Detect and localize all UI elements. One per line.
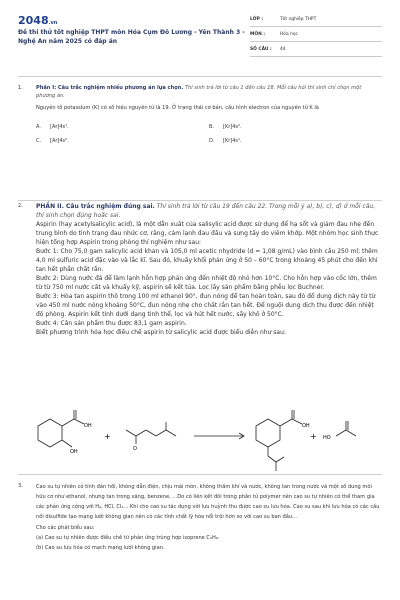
question-body bbox=[36, 202, 382, 337]
option-c[interactable] bbox=[36, 134, 209, 148]
option-letter: A. bbox=[36, 124, 41, 130]
divider bbox=[18, 474, 382, 475]
meta-value: 44 bbox=[280, 46, 286, 52]
logo-text: 2048 bbox=[18, 14, 49, 27]
question-stem: Cao su tự nhiên có tính đàn hồi, không dẫn điện, chịu mài mòn, không thấm khí và nước, không tan trong nước và một số dung môi hữu cơ như ethanol, nhưng tan trong xăng, benzene, ...Do có liên kết đôi trong phân tử polymer nên cao su tự nhiên có thể tham gia các phản ứng cộng với H₂, HCl, Cl₂... Khi cho cao su tác dụng với lưu huỳnh thu được cao su lưu hóa. Cao su sau khi lưu hóa có các cầu nối disulfide tạo mạng lưới không gian nên có các tính chất lý hóa nổi trội hơn so với cao su ban đầu... bbox=[36, 484, 380, 520]
meta-row-class bbox=[250, 12, 382, 27]
option-letter: B. bbox=[209, 124, 215, 130]
option-d[interactable] bbox=[209, 134, 382, 148]
meta-value: Hóa học bbox=[280, 31, 298, 37]
site-logo[interactable] bbox=[18, 14, 57, 27]
question-2 bbox=[18, 202, 382, 408]
label-oh: OH bbox=[70, 449, 78, 455]
question-number: 1. bbox=[18, 85, 23, 91]
divider bbox=[18, 200, 382, 201]
question-body bbox=[36, 482, 382, 552]
question-body bbox=[36, 84, 382, 148]
exam-meta-table bbox=[250, 12, 382, 57]
label-oh: OH bbox=[302, 423, 310, 429]
section-instruction: Thí sinh trả lời từ câu 19 đến câu 22. Trong mỗi ý a), b), c), d) ở mỗi câu, thí sinh chọn đúng hoặc sai. bbox=[36, 203, 376, 219]
paragraph: Aspirin (hay acetylsalicylic acid), là một dẫn xuất của salisylic acid được sử dụng để hạ sốt và giảm đau nhẹ đến trung bình do tình trạng đau nhức cơ, răng, cảm lạnh đau đầu và sưng tấy do viêm khớp. Một nhóm học sinh thực hiện tổng hợp Aspirin trong phòng thí nghiệm như sau: bbox=[36, 221, 379, 246]
paragraph: Bước 4: Cân sản phẩm thu được 83,1 gam aspirin. bbox=[36, 320, 187, 327]
statement-b: (b) Cao su lưu hóa có mạch mạng lưới không gian. bbox=[36, 545, 165, 551]
label-o: O bbox=[133, 446, 137, 452]
paragraph: Bước 3: Hòa tan aspirin thô trong 100 ml ethanol 90°, đun nóng để tan hoàn toàn, sau đó đổ dung dịch này từ từ vào 450 ml nước nóng khoảng 50°C, đun nóng nhẹ cho chất rắn tan hết. Để nguội dung dịch thu được đến nhiệt độ phòng. Aspirin kết tinh dưới dạng tinh thể, lọc và hút hết nước, sấy khô ở 50°C. bbox=[36, 293, 376, 318]
section-heading: PHẦN II. Câu trắc nghiệm đúng sai. bbox=[36, 203, 155, 210]
meta-label: MÔN : bbox=[250, 31, 266, 37]
logo-suffix: .vn bbox=[48, 20, 58, 26]
question-stem: Nguyên tố potassium (K) có số hiệu nguyên tử là 19. Ở trạng thái cơ bản, cấu hình electron của nguyên tử K là bbox=[36, 105, 319, 111]
section-instruction: Thí sinh trả lời từ câu 1 đến câu 18. Mỗi câu hỏi thí sinh chỉ chọn một phương án. bbox=[36, 85, 362, 99]
paragraph: Biết phương trình hóa học điều chế aspirin từ salicylic acid được biểu diễn như sau: bbox=[36, 329, 286, 336]
section-heading: Phần I: Câu trắc nghiệm nhiều phương án lựa chọn. bbox=[36, 85, 184, 91]
meta-row-count bbox=[250, 42, 382, 57]
plus-sign: + bbox=[310, 432, 317, 441]
option-letter: C. bbox=[36, 138, 42, 144]
meta-row-subject bbox=[250, 27, 382, 42]
divider bbox=[18, 76, 382, 77]
header bbox=[18, 12, 382, 62]
exam-title: Đề thi thử tốt nghiệp THPT môn Hóa Cụm Đô Lương - Yên Thành 3 - Nghệ An năm 2025 có đáp án bbox=[18, 29, 245, 45]
answer-options bbox=[36, 120, 382, 148]
question-1 bbox=[18, 84, 382, 194]
meta-label: LỚP : bbox=[250, 16, 264, 22]
option-text: [Ar]4s². bbox=[50, 138, 69, 144]
question-3 bbox=[18, 482, 382, 600]
option-text: [Kr]4s¹. bbox=[223, 138, 242, 144]
meta-value: Tốt nghiệp THPT bbox=[280, 16, 317, 22]
benzene-ring bbox=[38, 419, 62, 447]
option-text: [Ar]4s¹. bbox=[50, 124, 69, 130]
meta-label: SỐ CÂU : bbox=[250, 46, 272, 52]
reaction-scheme bbox=[18, 408, 382, 474]
option-b[interactable] bbox=[209, 120, 382, 134]
question-number: 3. bbox=[18, 483, 23, 489]
option-letter: D. bbox=[209, 138, 215, 144]
label-oh: OH bbox=[84, 423, 92, 429]
benzene-ring bbox=[256, 419, 280, 447]
option-text: [Kr]4s². bbox=[223, 124, 242, 130]
plus-sign: + bbox=[104, 432, 111, 441]
statement-a: (a) Cao su tự nhiên được điều chế từ phản ứng trùng hợp isoprene C₅H₈. bbox=[36, 535, 220, 541]
reaction-diagram bbox=[18, 408, 382, 474]
question-number: 2. bbox=[18, 203, 23, 209]
option-a[interactable] bbox=[36, 120, 209, 134]
paragraph: Bước 1: Cho 75,0 gam salicylic acid khan và 105,0 ml acetic nhydride (d = 1,08 g/mL) vào bình cầu 250 ml; thêm 4,0 ml sulfuric acid đặc vào và lắc kĩ. Sau đó, khuấy khối phản ứng ở 50 – 60°C trong khoảng 45 phút cho đến khi tan hết phần chất rắn. bbox=[36, 248, 378, 273]
paragraph: Bước 2: Dùng nước đá để làm lạnh hỗn hợp phản ứng đến nhiệt độ nhỏ hơn 10°C. Cho hỗn hợp vào cốc lớn, thêm từ từ 750 ml nước cất và khuấy kỹ, aspirin sẽ kết tủa. Lọc lấy sản phẩm bằng phễu lọc Buchner. bbox=[36, 275, 377, 291]
label-ho: HO bbox=[323, 435, 331, 441]
question-prompt: Cho các phát biểu sau: bbox=[36, 525, 95, 531]
